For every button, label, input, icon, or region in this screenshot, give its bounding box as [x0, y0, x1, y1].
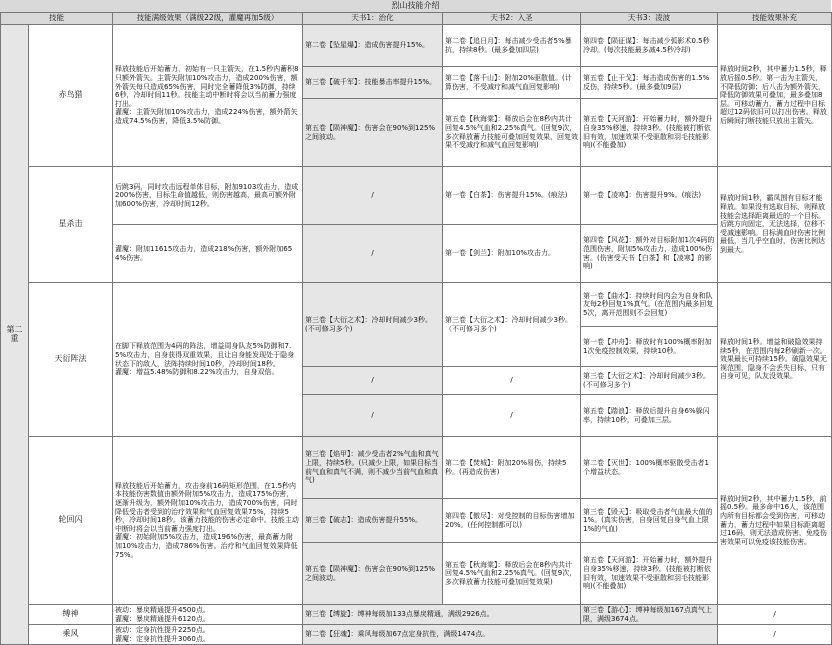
book1-entry: / [303, 367, 443, 395]
book2-entry: 第五卷【秋海棠】：释放后会在8秒内共计回复4.5%气血和2.25%真气。(回复9次，多次释放蓄力技能可叠加回复效果，回复效果不受减疗和减气血回复影响) [443, 99, 581, 167]
passive-text: 被动：定身抗性提升2250点。 [115, 626, 210, 635]
realm-label: 第二重 [1, 25, 29, 645]
table-row [1, 625, 832, 645]
infusion-text: 灌魔：暴戾精通提升6120点。 [115, 614, 210, 623]
table-row [1, 283, 832, 327]
sheet-title: 烈山技能介绍 [0, 0, 831, 13]
book3-entry: 第五卷【踏浪】：释放后提升自身6%躲闪率，持续10秒，可叠加三层。 [581, 395, 718, 437]
skill-effect: 在脚下释放范围为4码的阵法，增益周身队友5%防御和7.5%攻击力，自身获得双重效果，且让自身能发现处于隐身状态下的敌人，法阵持续时间10秒，冷却时间18秒。 灌魔：增益5.48%防御和8.22%攻击力，自身双倍。 [113, 283, 303, 437]
table-row [1, 167, 832, 225]
skill-extra: 释放时间1秒，霸凤围有目标才能释放。如果没有选取目标，则释放技能会选择距离最近的一个目标。后跳方向固定，无法选择，位移不受减速影响。目标满血时伤害比例最低，当几乎空血时，伤害比例达到最大。 [718, 167, 832, 283]
book1-entry: 第二卷【狂魂】：乘风每级加67点定身抗性，满级1474点。 [303, 625, 718, 645]
book1-entry: 第三卷【破千军】：技能暴击率提升15%。 [303, 67, 443, 99]
book2-entry: 第一卷【剑兰】：附加10%攻击力。 [443, 225, 581, 283]
header-book1: 天书1：治化 [303, 13, 443, 25]
book2-entry: 第三卷【大衍之术】：冷却时间减少3秒。（不可修习多个) [443, 283, 581, 367]
table-row [1, 437, 832, 499]
book2-entry: 第三卷【游心】：缚神每级加167点真气上限，满级3674点。 [581, 605, 718, 625]
header-extra: 技能效果补充 [718, 13, 832, 25]
header-skill: 技能 [1, 13, 113, 25]
skill-effect [113, 625, 303, 645]
book2-entry: / [443, 395, 581, 437]
book1-entry: 第三卷【焰甲】：减少受击者2%气血和真气上限，持续5秒。(只减少上限，如果目标当前气血和真气不满，则不减少当前气血和真气) [303, 437, 443, 499]
skill-extra: / [718, 625, 832, 645]
book3-entry: 第二卷【灭世】：100%概率驱散受击者1个增益状态。 [581, 437, 718, 499]
header-row [1, 13, 832, 25]
book1-entry: / [303, 167, 443, 225]
skill-effect: 释放技能后开始蓄力，攻击身前16码矩形范围，在1.5秒内本技能伤害数值由额外附加5%攻击力，造成175%伤害，逐渐升级为，额外附加10%攻击力，造成700%伤害，同时降低受击者受到的治疗效果和气血回复效果75%，持续5秒，冷却时间18秒。该蓄力技能的伤害必定命中。技能主动中断时将会以当前蓄力强度打出。 灌魔：初始附加5%攻击力，造成196%伤害，最高蓄力附加10%攻击力，造成786%伤害。治疗和气血回复效果降低75%。 [113, 437, 303, 605]
header-book2: 天书2：入圣 [443, 13, 581, 25]
book3-entry: 第四卷【风花】：额外对目标附加1次4码的范围伤害，附加5%攻击力，造成100%伤害。(伤害受天书【白茶】和【凌寒】的影响) [581, 225, 718, 283]
book2-entry: 第二卷【焚城】：附加20%易伤，持续5秒。(再造成伤害) [443, 437, 581, 499]
book2-entry: 第二卷【追日月】：每击减少受击者5%暴抗，持续8秒。(最多叠加四层) [443, 25, 581, 67]
table-row [1, 25, 832, 67]
skill-name: 赤鸟猎 [29, 25, 113, 167]
skill-name: 乘风 [29, 625, 113, 645]
skill-effect: 灌魔：附加11615攻击力，造成218%伤害，额外附加654%伤害。 [113, 225, 303, 283]
passive-text: 被动：暴戾精通提升4500点。 [115, 606, 210, 614]
skill-extra: / [718, 605, 832, 625]
book1-entry: 第三卷【大衍之术】：冷却时间减少3秒。(不可修习多个) [303, 283, 443, 367]
book3-entry: 第一卷【冲舟】：释放时有100%概率附加1次免疫控制效果，持续10秒。 [581, 327, 718, 367]
book3-entry: 第三卷【毁天】：吸取受击者气血最大值的1%。(真实伤害，自身回复自身气血上限1%的气血) [581, 499, 718, 543]
book3-entry: 第五卷【天河游】：开始蓄力时，额外提升自身35%移速，持续3秒。(技能被打断依旧有效，加速效果不受驱散和羽毛技能影响)(不能叠加) [581, 99, 718, 167]
book1-entry: / [303, 395, 443, 437]
skill-extra: 释放时间2秒，其中蓄力1.5秒，前摇0.5秒。最多命中16人，该范围内所有目标都会受到伤害，可移动蓄力，蓄力过程中如果目标距离超过16码，则无法造成伤害，免疫伤害效果可以免疫该技能伤害。 [718, 437, 832, 605]
book3-entry: 第四卷【陨征谋】：每击减少弧影术0.5秒冷却。(每次技能最多减4.5秒冷却) [581, 25, 718, 67]
book3-entry: 第一卷【凌寒】：伤害提升9%。(痕法) [581, 167, 718, 225]
skill-effect: 后跳3码，同时攻击远程单体目标，附加9103攻击力，造成200%伤害，目标生命值越低，则伤害越高，最高可额外附加600%伤害，冷却时间12秒。 [113, 167, 303, 225]
header-book3: 天书3：凌波 [581, 13, 718, 25]
skill-effect: 释放技能后开始蓄力，初始有一只主箭矢，在1.5秒内蓄积8只额外箭矢。主箭矢附加10%攻击力，造成200%伤害，额外箭矢每只造成65%伤害，同时完全蓄降低3%防御，持续6秒，冷却时间11秒。技能主动中断时将会以当前蓄力强度打出。 灌魔：主箭矢附加10%攻击力，造成224%伤害，额外箭矢造成74.5%伤害，降低3.5%防御。 [113, 25, 303, 167]
book2-entry: 第二卷【落千山】：附加20%驱散值。(计算伤害，不受减疗和减气血回复影响) [443, 67, 581, 99]
table-row [1, 605, 832, 625]
table-row [1, 225, 832, 283]
infusion-text: 灌魔：定身抗性提升3060点。 [115, 634, 210, 643]
skill-name: 缚神 [29, 605, 113, 625]
book2-entry: 第五卷【秋海棠】：释放后会在8秒内共计回复4.5%气血和2.25%真气。(回复9次，多次释放蓄力技能可叠加回复效果) [443, 543, 581, 605]
book3-entry: 第三卷【大衍之术】：冷却时间减少3秒。(不可修习多个) [581, 367, 718, 395]
header-effect: 技能满级效果（满级22级，灌魔再加5级） [113, 13, 303, 25]
skill-extra: 释放时间1秒。增益和破隐效果持续5秒，在范围内每2秒刷新一次。效果最长可持续15秒。破隐效果无视范围，隐身不会丢失目标，只有自身可见，队友没效果。 [718, 283, 832, 437]
book1-entry: / [303, 225, 443, 283]
book1-entry: 第五卷【陨神魔】：伤害会在90%到125%之间波动。 [303, 99, 443, 167]
skill-effect [113, 605, 303, 625]
book2-entry: 第四卷【傲尽】：对受控制的目标伤害增加20%。(任何控制都可以) [443, 499, 581, 543]
book3-entry: 第五卷【天河游】：开始蓄力时，额外提升自身35%移速，持续3秒。(技能被打断依旧有效，加速效果不受驱散和羽毛技能影响)(不能叠加) [581, 543, 718, 605]
skill-extra: 释放时间2秒，其中蓄力1.5秒，释放后摇0.5秒。第一击为主箭矢，不降低防御；后八击为额外箭矢，降低防御效果可叠加，最多叠加8层。可移动蓄力，蓄力过程中目标超过12码依旧可以打出伤害。释放后瞬间打断技能只放出主箭矢。 [718, 25, 832, 167]
skill-table [0, 12, 832, 645]
book3-entry: 第五卷【止干戈】：每击造成伤害的1.5%反伤，持续5秒。(最多叠加9层) [581, 67, 718, 99]
book2-entry: 第一卷【白茶】：伤害提升15%。(痕法) [443, 167, 581, 225]
skill-name: 天衍阵法 [29, 283, 113, 437]
skill-name: 轮回闪 [29, 437, 113, 605]
skill-name: 星杀击 [29, 167, 113, 283]
book1-entry: 第三卷【缚旋】：缚神每级加133点暴戾精通，满级2926点。 [303, 605, 581, 625]
book2-entry: / [443, 367, 581, 395]
book3-entry: 第一卷【曲水】：持续时间内会为自身和队友每2秒回复1%真气。(在范围内最多回复5次，离开范围则不会回复) [581, 283, 718, 327]
book1-entry: 第二卷【坠星爆】：造成伤害提升15%。 [303, 25, 443, 67]
book1-entry: 第三卷【破志】：造成伤害提升55%。 [303, 499, 443, 543]
book1-entry: 第五卷【陨神魔】：伤害会在90%到125%之间波动。 [303, 543, 443, 605]
